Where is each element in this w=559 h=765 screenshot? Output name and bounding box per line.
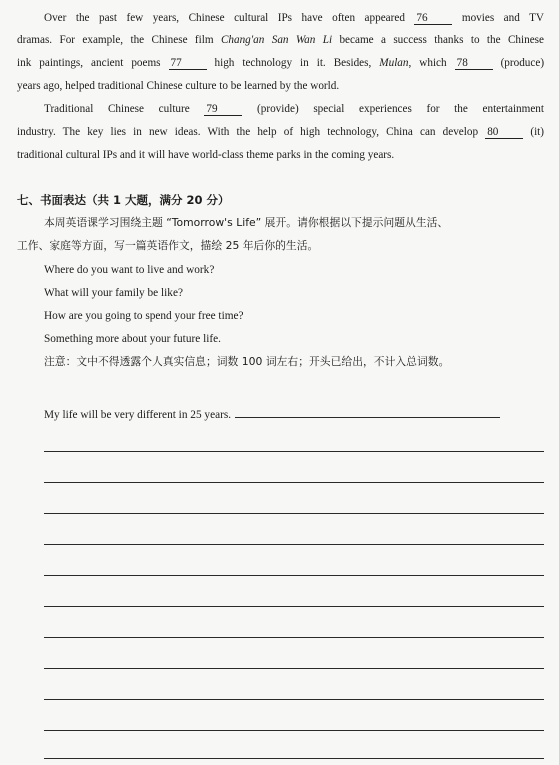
passage-text: (produce) [500, 57, 545, 69]
passage-text: (it) [530, 126, 545, 138]
blank-77[interactable]: 77 [169, 57, 207, 70]
film-mulan: Mulan [379, 57, 409, 69]
passage-line-1 [44, 11, 544, 25]
blank-79[interactable]: 79 [204, 103, 242, 116]
answer-line[interactable] [44, 758, 544, 759]
section-title: 七、书面表达（共 1 大题，满分 20 分） [17, 193, 230, 207]
passage-text: , which [408, 57, 447, 69]
passage-text: industry. The key lies in new ideas. With the help of high technology, China can develop [17, 126, 479, 138]
passage-text: became a success thanks to the Chinese [339, 34, 544, 46]
passage-text: movies and TV [461, 12, 545, 24]
blank-80[interactable]: 80 [485, 126, 523, 139]
passage-text: high technology in it. Besides, [214, 57, 372, 69]
passage-line-3 [17, 56, 544, 70]
prompt-question: How are you going to spend your free time? [44, 310, 244, 322]
passage-text: traditional cultural IPs and it will have world-class theme parks in the coming years. [17, 149, 395, 161]
answer-line[interactable] [44, 668, 544, 669]
passage-text: years ago, helped traditional Chinese culture to be learned by the world. [17, 80, 340, 92]
prompt-question: Something more about your future life. [44, 333, 221, 345]
prompt-question: Where do you want to live and work? [44, 264, 215, 276]
writing-note: 注意：文中不得透露个人真实信息；词数 100 词左右；开头已给出，不计入总词数。 [44, 355, 450, 368]
blank-76[interactable]: 76 [414, 12, 452, 25]
passage-text: Over the past few years, Chinese cultural IPs have often appeared [44, 12, 405, 24]
answer-line[interactable] [44, 482, 544, 483]
answer-line[interactable] [44, 637, 544, 638]
prompt-question: What will your family be like? [44, 287, 183, 299]
answer-line[interactable] [44, 451, 544, 452]
answer-line-starter[interactable] [235, 407, 500, 418]
writing-intro-line-2: 工作、家庭等方面，写一篇英语作文，描绘 25 年后你的生活。 [17, 239, 319, 252]
passage-line-5 [44, 102, 544, 116]
writing-starter: My life will be very different in 25 years. [44, 409, 232, 421]
writing-starter-row [44, 407, 500, 422]
answer-line[interactable] [44, 606, 544, 607]
answer-line[interactable] [44, 730, 544, 731]
answer-line[interactable] [44, 544, 544, 545]
answer-line[interactable] [44, 513, 544, 514]
blank-78[interactable]: 78 [455, 57, 493, 70]
passage-line-4 [17, 79, 339, 93]
film-title: Chang'an San Wan Li [220, 34, 333, 46]
passage-line-2 [17, 33, 544, 47]
passage-line-6 [17, 125, 544, 139]
writing-intro-line-1: 本周英语课学习围绕主题 “Tomorrow's Life” 展开。请你根据以下提示问题从生活、 [44, 216, 449, 229]
passage-text: dramas. For example, the Chinese film [17, 34, 214, 46]
passage-text: (provide) special experiences for the entertainment [257, 103, 545, 115]
passage-text: Traditional Chinese culture [44, 103, 190, 115]
passage-line-7 [17, 148, 394, 162]
answer-line[interactable] [44, 575, 544, 576]
passage-text: ink paintings, ancient poems [17, 57, 161, 69]
answer-line[interactable] [44, 699, 544, 700]
